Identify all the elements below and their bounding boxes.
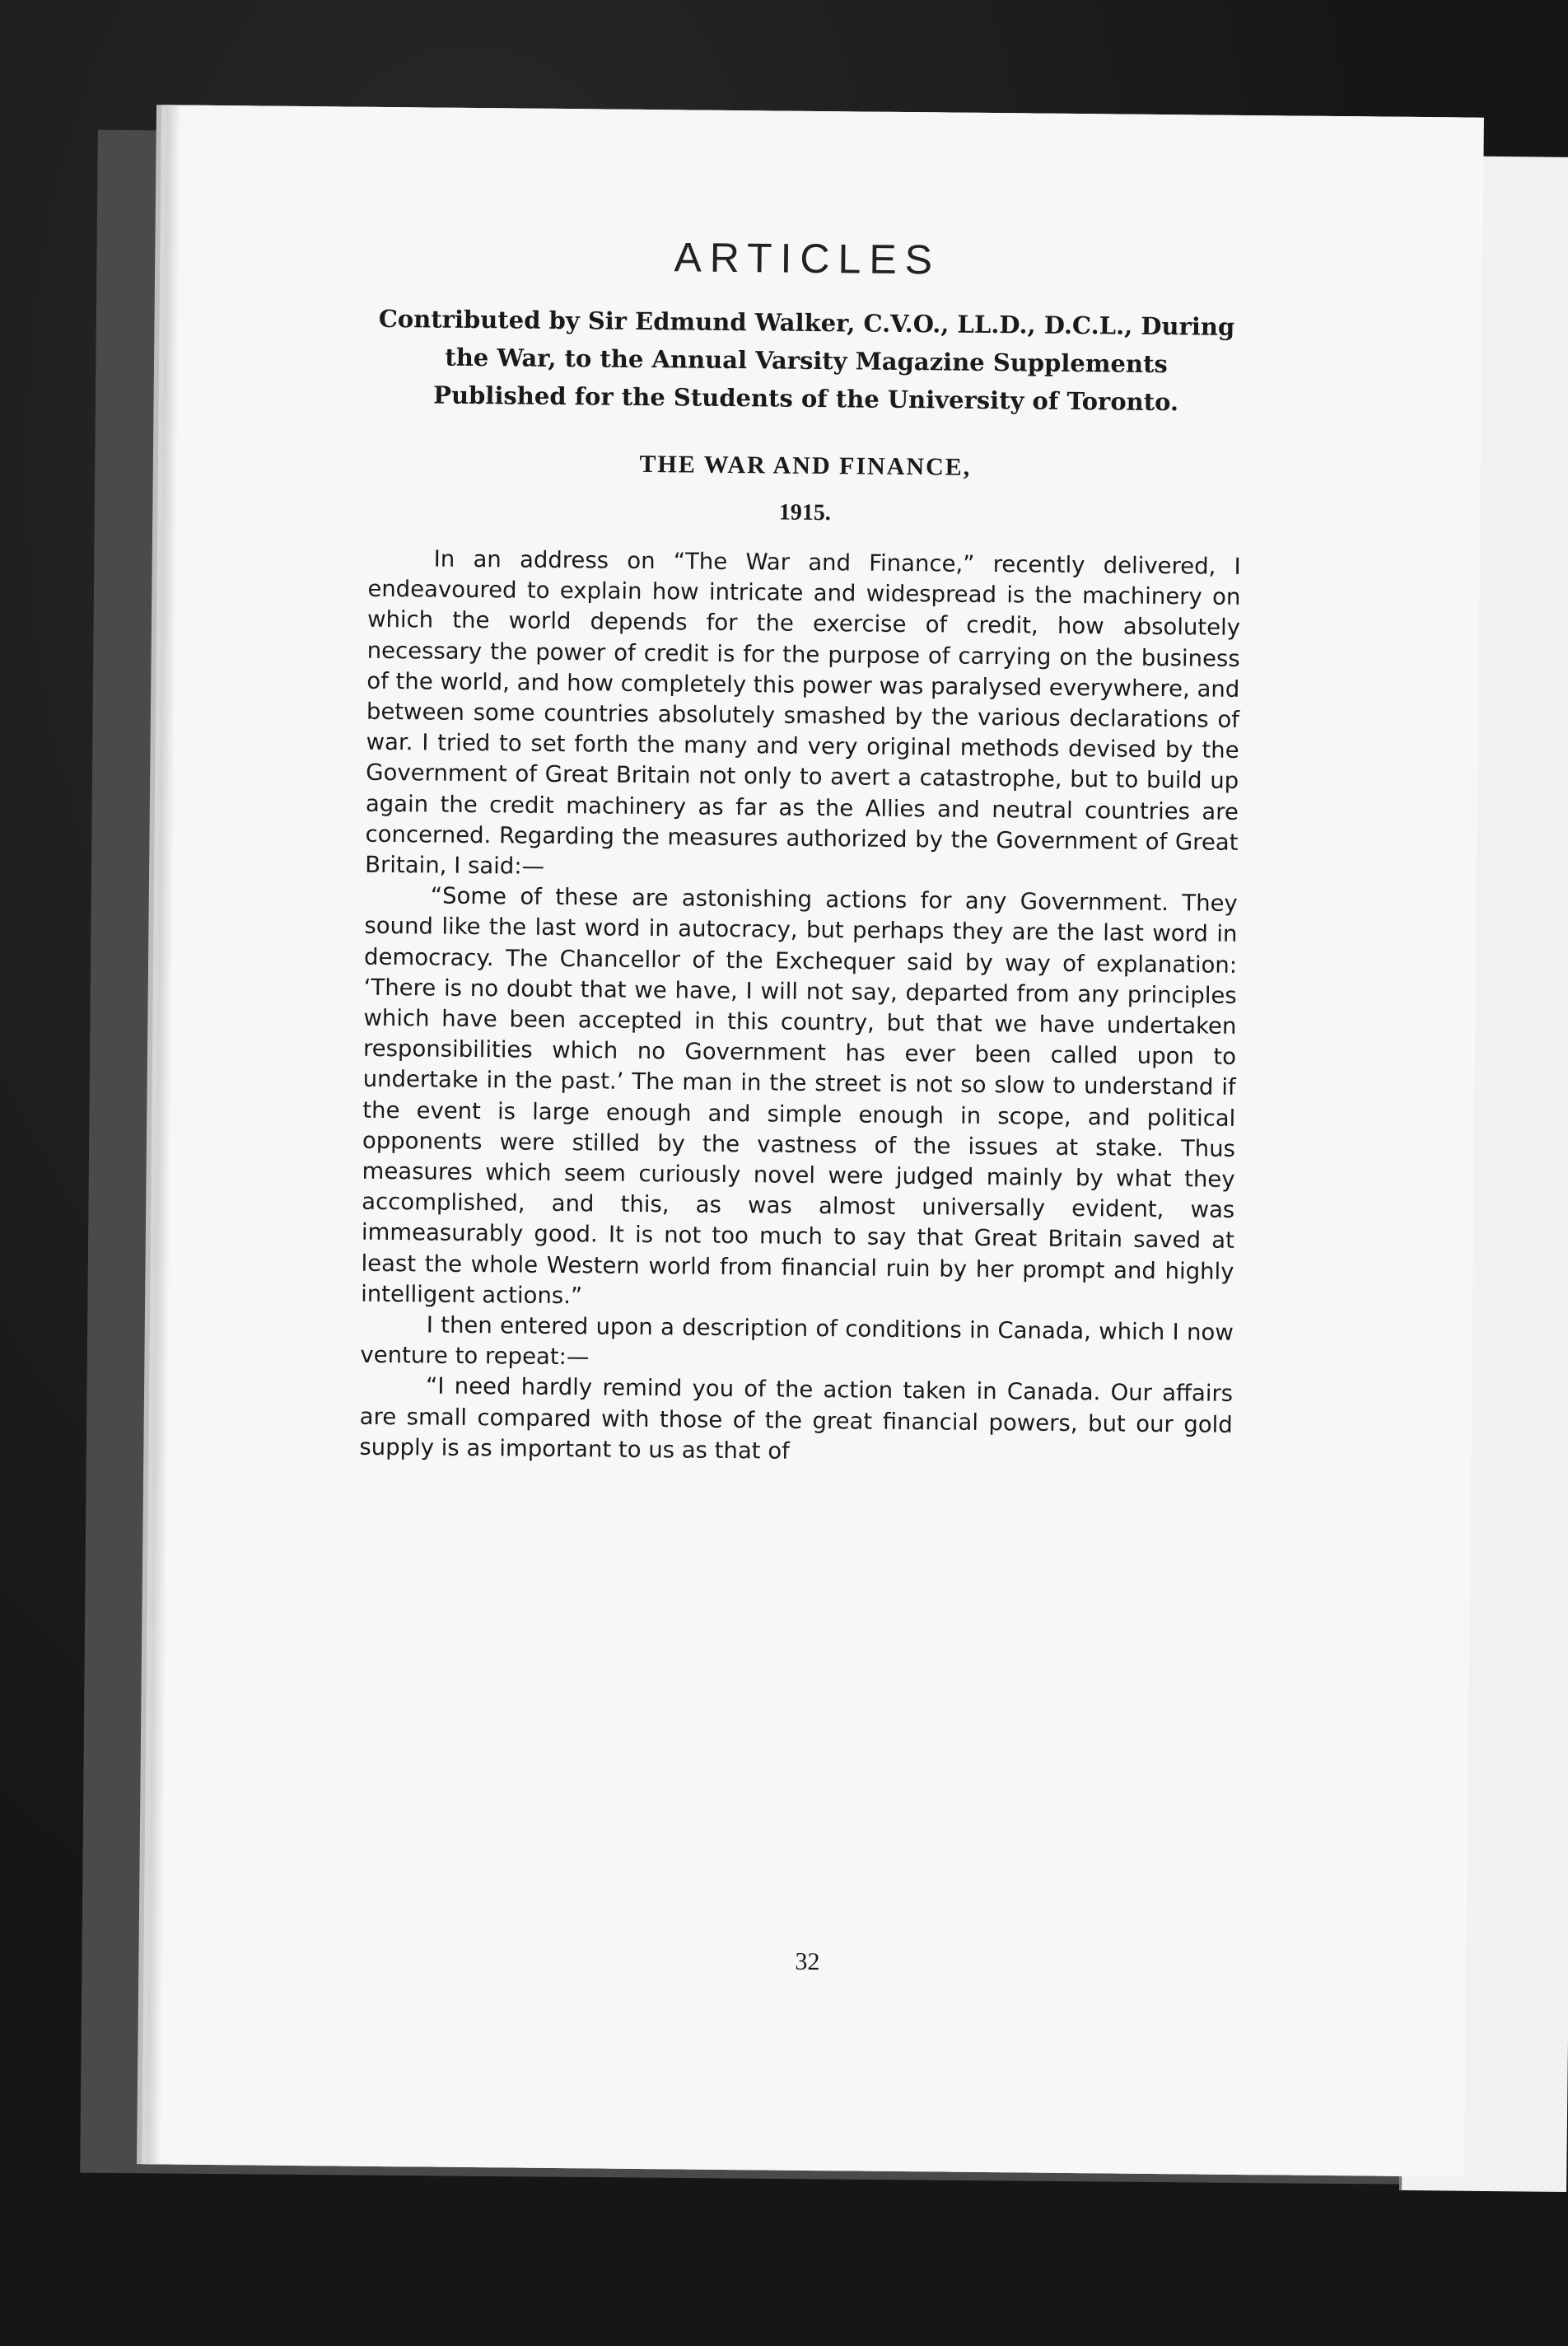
body-paragraph: “I need hardly remind you of the action taken in Canada. Our affairs are small compared with those of the great financial powers, but our gold supply is as important to us as that of	[359, 1372, 1234, 1465]
section-title: THE WAR AND FINANCE,	[639, 450, 972, 481]
page-content	[359, 107, 1245, 1471]
section-year: 1915.	[778, 499, 831, 526]
body-paragraph: In an address on “The War and Finance,” recently delivered, I endeavoured to explain how intricate and widespread is the machinery on which the world depends for the exercise of credit, how absolutely necessary the power of credit is for the purpose of carrying on the business of the world, and how completely this power was paralysed everywhere, and between some countries absolutely smashed by the various declarations of war. I tried to set forth the many and very original methods devised by the Government of Great Britain not only to avert a catastrophe, but to build up again the credit machinery as far as the Allies and neutral countries are concerned. Regarding the measures authorized by the Government of Great Britain, I said:—	[365, 545, 1241, 880]
byline-line: Contributed by Sir Edmund Walker, C.V.O., LL.D., D.C.L., During	[378, 304, 1235, 341]
body-paragraph: “Some of these are astonishing actions for any Government. They sound like the last word in autocracy, but perhaps they are the last word in democracy. The Chancellor of the Exchequer said by way of explanation: ‘There is no doubt that we have, I will not say, departed from any principles which have been accepted in this country, but that we have undertaken responsibilities which no Government has ever been called upon to undertake in the past.’ The man in the street is not so slow to understand if the event is large enough and simple enough in scope, and political opponents were stilled by the vastness of the issues at stake. Thus measures which seem curiously novel were judged mainly by what they accomplished, and this, as was almost universally evident, was immeasurably good. It is not too much to say that Great Britain saved at least the whole Western world from financial ruin by her prompt and highly intelligent actions.”	[361, 882, 1238, 1310]
book-page	[147, 105, 1484, 2176]
byline-line: the War, to the Annual Varsity Magazine Supplements	[445, 343, 1168, 379]
page-number: 32	[795, 1947, 820, 1976]
body-paragraph: I then entered upon a description of conditions in Canada, which I now venture to repeat:—	[360, 1311, 1234, 1371]
byline	[369, 300, 1243, 422]
page-heading: ARTICLES	[674, 234, 941, 283]
byline-line: Published for the Students of the University of Toronto.	[433, 381, 1179, 417]
